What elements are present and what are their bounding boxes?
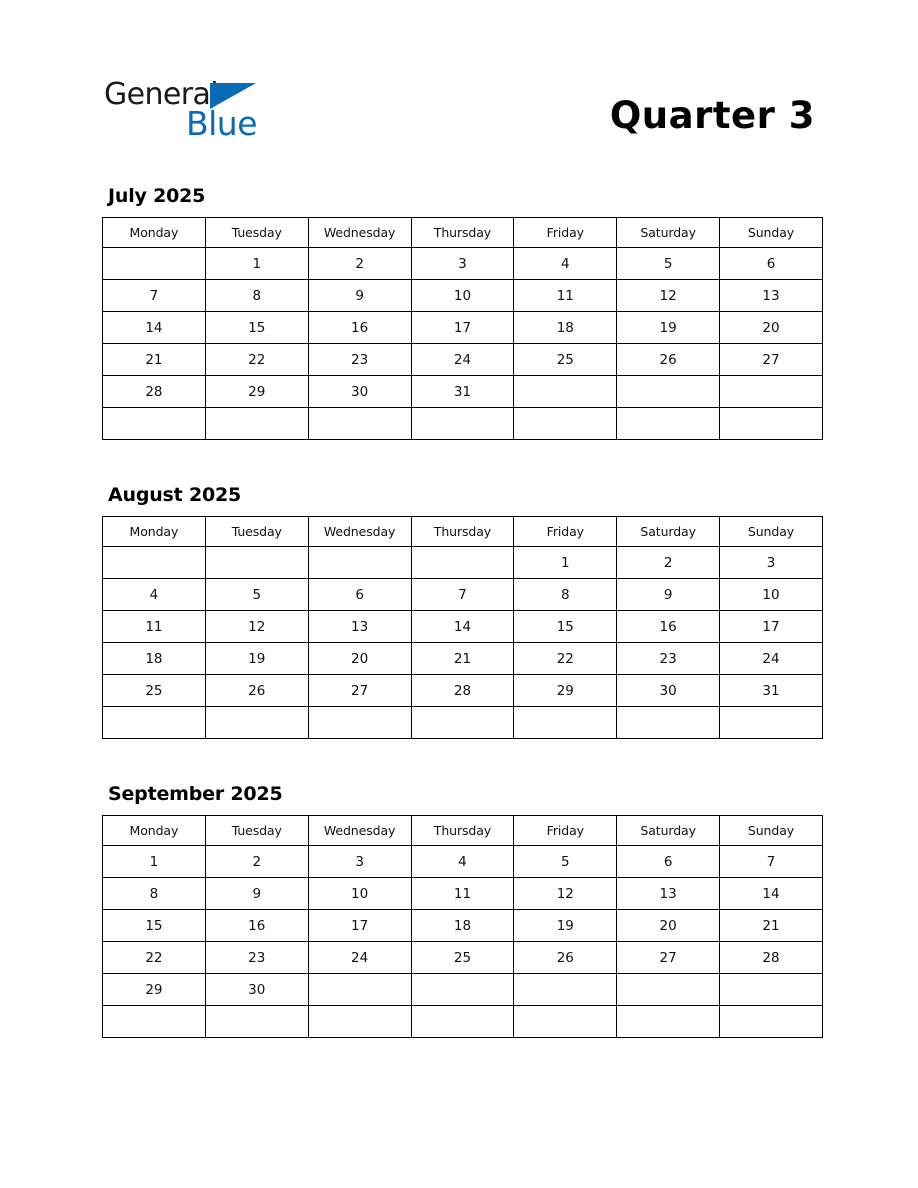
calendar-day-cell-empty: [720, 1006, 823, 1038]
calendar-day-cell-empty: [205, 707, 308, 739]
calendar-day-cell: 19: [617, 312, 720, 344]
calendar-day-cell: 15: [103, 910, 206, 942]
calendar-day-cell: 30: [205, 974, 308, 1006]
calendar-day-cell: 14: [720, 878, 823, 910]
calendar-day-cell: 7: [411, 579, 514, 611]
calendar-day-cell: 26: [514, 942, 617, 974]
weekday-header-saturday: Saturday: [617, 517, 720, 547]
calendar-week-row: [103, 611, 823, 643]
calendar-day-cell: 31: [720, 675, 823, 707]
calendar-day-cell: 22: [514, 643, 617, 675]
calendar-day-cell: 30: [308, 376, 411, 408]
weekday-header-wednesday: Wednesday: [308, 816, 411, 846]
calendar-day-cell-empty: [205, 547, 308, 579]
calendar-day-cell-empty: [411, 408, 514, 440]
calendar-day-cell: 28: [720, 942, 823, 974]
calendar-day-cell: 26: [205, 675, 308, 707]
calendar-day-cell-empty: [617, 1006, 720, 1038]
calendar-body: [103, 547, 823, 739]
calendar-day-cell: 23: [205, 942, 308, 974]
weekday-header-tuesday: Tuesday: [205, 517, 308, 547]
calendar-day-cell: 10: [411, 280, 514, 312]
calendar-day-cell: 18: [103, 643, 206, 675]
calendar-day-cell: 5: [617, 248, 720, 280]
calendar-day-cell-empty: [205, 1006, 308, 1038]
weekday-header-thursday: Thursday: [411, 218, 514, 248]
calendar-day-cell: 22: [103, 942, 206, 974]
weekday-header-tuesday: Tuesday: [205, 816, 308, 846]
calendar-week-row: [103, 344, 823, 376]
calendar-day-cell: 6: [308, 579, 411, 611]
calendar-day-cell: 5: [205, 579, 308, 611]
month-title: July 2025: [108, 185, 206, 207]
weekday-header-sunday: Sunday: [720, 517, 823, 547]
logo-text-blue: Blue: [186, 104, 258, 143]
calendar-day-cell: 21: [720, 910, 823, 942]
calendar-day-cell-empty: [720, 408, 823, 440]
calendar-week-row: [103, 643, 823, 675]
calendar-day-cell: 7: [103, 280, 206, 312]
calendar-day-cell: 5: [514, 846, 617, 878]
calendar-day-cell: 20: [308, 643, 411, 675]
calendar-day-cell: 1: [205, 248, 308, 280]
calendar-day-cell: 20: [617, 910, 720, 942]
calendar-day-cell: 18: [411, 910, 514, 942]
calendar-day-cell-empty: [617, 408, 720, 440]
calendar-body: [103, 846, 823, 1038]
calendar-day-cell-empty: [103, 248, 206, 280]
calendar-day-cell: 9: [308, 280, 411, 312]
calendar-day-cell: 2: [308, 248, 411, 280]
calendar-table: [102, 516, 823, 739]
calendar-day-cell: 16: [308, 312, 411, 344]
calendar-day-cell: 23: [308, 344, 411, 376]
calendar-day-cell: 15: [514, 611, 617, 643]
calendar-day-cell: 24: [308, 942, 411, 974]
calendar-day-cell: 28: [103, 376, 206, 408]
calendar-day-cell: 17: [720, 611, 823, 643]
calendar-day-cell: 16: [205, 910, 308, 942]
calendar-week-row: [103, 579, 823, 611]
calendar-day-cell-empty: [103, 1006, 206, 1038]
calendar-day-cell: 2: [617, 547, 720, 579]
weekday-header-monday: Monday: [103, 517, 206, 547]
calendar-day-cell: 27: [720, 344, 823, 376]
calendar-week-row: [103, 910, 823, 942]
month-title: September 2025: [108, 783, 283, 805]
calendar-day-cell: 3: [720, 547, 823, 579]
calendar-day-cell: 4: [411, 846, 514, 878]
calendar-day-cell-empty: [308, 408, 411, 440]
calendar-day-cell-empty: [103, 707, 206, 739]
month-title: August 2025: [108, 484, 242, 506]
calendar-day-cell: 2: [205, 846, 308, 878]
calendar-day-cell: 28: [411, 675, 514, 707]
month-block-september: [102, 783, 815, 1038]
calendar-day-cell: 18: [514, 312, 617, 344]
page-title: Quarter 3: [609, 94, 815, 137]
calendar-day-cell-empty: [720, 707, 823, 739]
calendar-week-row: [103, 846, 823, 878]
calendar-day-cell-empty: [514, 408, 617, 440]
calendar-day-cell: 8: [514, 579, 617, 611]
calendar-week-row: [103, 707, 823, 739]
calendar-table: [102, 217, 823, 440]
calendar-day-cell: 25: [514, 344, 617, 376]
calendar-day-cell: 31: [411, 376, 514, 408]
calendar-day-cell: 27: [617, 942, 720, 974]
calendar-day-cell: 26: [617, 344, 720, 376]
calendar-day-cell: 12: [617, 280, 720, 312]
calendar-day-cell-empty: [720, 974, 823, 1006]
calendar-body: [103, 248, 823, 440]
weekday-header-row: [103, 816, 823, 846]
calendar-day-cell: 12: [514, 878, 617, 910]
calendar-day-cell: 11: [103, 611, 206, 643]
weekday-header-thursday: Thursday: [411, 517, 514, 547]
calendar-week-row: [103, 1006, 823, 1038]
calendar-day-cell: 4: [103, 579, 206, 611]
calendar-day-cell: 19: [514, 910, 617, 942]
calendar-day-cell: 14: [103, 312, 206, 344]
calendar-day-cell: 1: [103, 846, 206, 878]
logo-text-general: General: [104, 77, 219, 112]
calendar-day-cell-empty: [308, 707, 411, 739]
calendar-day-cell-empty: [617, 707, 720, 739]
calendar-day-cell: 29: [205, 376, 308, 408]
weekday-header-tuesday: Tuesday: [205, 218, 308, 248]
calendar-week-row: [103, 312, 823, 344]
weekday-header-wednesday: Wednesday: [308, 517, 411, 547]
calendar-day-cell: 15: [205, 312, 308, 344]
calendar-day-cell: 7: [720, 846, 823, 878]
calendar-day-cell: 17: [411, 312, 514, 344]
calendar-day-cell: 13: [617, 878, 720, 910]
calendar-week-row: [103, 942, 823, 974]
calendar-day-cell: 22: [205, 344, 308, 376]
calendar-day-cell: 6: [720, 248, 823, 280]
weekday-header-sunday: Sunday: [720, 816, 823, 846]
calendar-day-cell-empty: [103, 408, 206, 440]
calendar-day-cell-empty: [308, 974, 411, 1006]
calendar-day-cell: 24: [411, 344, 514, 376]
weekday-header-thursday: Thursday: [411, 816, 514, 846]
general-blue-logo: [102, 78, 262, 144]
calendar-day-cell: 10: [308, 878, 411, 910]
calendar-day-cell-empty: [617, 376, 720, 408]
calendar-day-cell: 6: [617, 846, 720, 878]
calendar-week-row: [103, 280, 823, 312]
calendar-week-row: [103, 376, 823, 408]
calendar-day-cell-empty: [720, 376, 823, 408]
weekday-header-friday: Friday: [514, 517, 617, 547]
calendar-day-cell: 1: [514, 547, 617, 579]
calendar-day-cell: 3: [411, 248, 514, 280]
calendar-week-row: [103, 547, 823, 579]
weekday-header-monday: Monday: [103, 816, 206, 846]
calendar-day-cell: 25: [103, 675, 206, 707]
calendar-day-cell-empty: [103, 547, 206, 579]
calendar-day-cell: 29: [103, 974, 206, 1006]
calendar-day-cell-empty: [514, 707, 617, 739]
calendar-day-cell: 30: [617, 675, 720, 707]
calendar-day-cell: 19: [205, 643, 308, 675]
calendar-day-cell: 23: [617, 643, 720, 675]
calendar-day-cell-empty: [411, 1006, 514, 1038]
weekday-header-friday: Friday: [514, 218, 617, 248]
calendar-week-row: [103, 675, 823, 707]
calendar-day-cell: 16: [617, 611, 720, 643]
calendar-day-cell: 11: [514, 280, 617, 312]
weekday-header-saturday: Saturday: [617, 816, 720, 846]
calendar-day-cell: 12: [205, 611, 308, 643]
calendar-day-cell: 14: [411, 611, 514, 643]
calendar-day-cell: 29: [514, 675, 617, 707]
weekday-header-saturday: Saturday: [617, 218, 720, 248]
weekday-header-row: [103, 517, 823, 547]
calendar-day-cell: 13: [308, 611, 411, 643]
calendar-day-cell: 9: [205, 878, 308, 910]
calendar-day-cell-empty: [617, 974, 720, 1006]
calendar-day-cell: 9: [617, 579, 720, 611]
calendar-day-cell: 13: [720, 280, 823, 312]
calendar-day-cell: 17: [308, 910, 411, 942]
calendar-day-cell-empty: [308, 547, 411, 579]
calendar-week-row: [103, 878, 823, 910]
calendar-day-cell: 8: [205, 280, 308, 312]
weekday-header-monday: Monday: [103, 218, 206, 248]
calendar-day-cell: 27: [308, 675, 411, 707]
weekday-header-row: [103, 218, 823, 248]
calendar-day-cell-empty: [514, 376, 617, 408]
weekday-header-sunday: Sunday: [720, 218, 823, 248]
calendar-day-cell: 4: [514, 248, 617, 280]
calendar-day-cell: 10: [720, 579, 823, 611]
page-header: [102, 78, 815, 148]
calendar-day-cell: 20: [720, 312, 823, 344]
calendar-day-cell: 11: [411, 878, 514, 910]
calendar-day-cell: 8: [103, 878, 206, 910]
calendar-day-cell: 25: [411, 942, 514, 974]
calendar-day-cell: 21: [411, 643, 514, 675]
calendar-day-cell: 3: [308, 846, 411, 878]
calendar-day-cell: 21: [103, 344, 206, 376]
calendar-day-cell: 24: [720, 643, 823, 675]
weekday-header-wednesday: Wednesday: [308, 218, 411, 248]
calendar-week-row: [103, 974, 823, 1006]
calendar-day-cell-empty: [411, 707, 514, 739]
calendar-day-cell-empty: [514, 1006, 617, 1038]
month-block-august: [102, 484, 815, 739]
calendar-week-row: [103, 408, 823, 440]
calendar-day-cell-empty: [514, 974, 617, 1006]
calendar-day-cell-empty: [205, 408, 308, 440]
calendar-week-row: [103, 248, 823, 280]
calendar-day-cell-empty: [308, 1006, 411, 1038]
month-block-july: [102, 185, 815, 440]
weekday-header-friday: Friday: [514, 816, 617, 846]
calendar-day-cell-empty: [411, 974, 514, 1006]
calendar-day-cell-empty: [411, 547, 514, 579]
calendar-table: [102, 815, 823, 1038]
